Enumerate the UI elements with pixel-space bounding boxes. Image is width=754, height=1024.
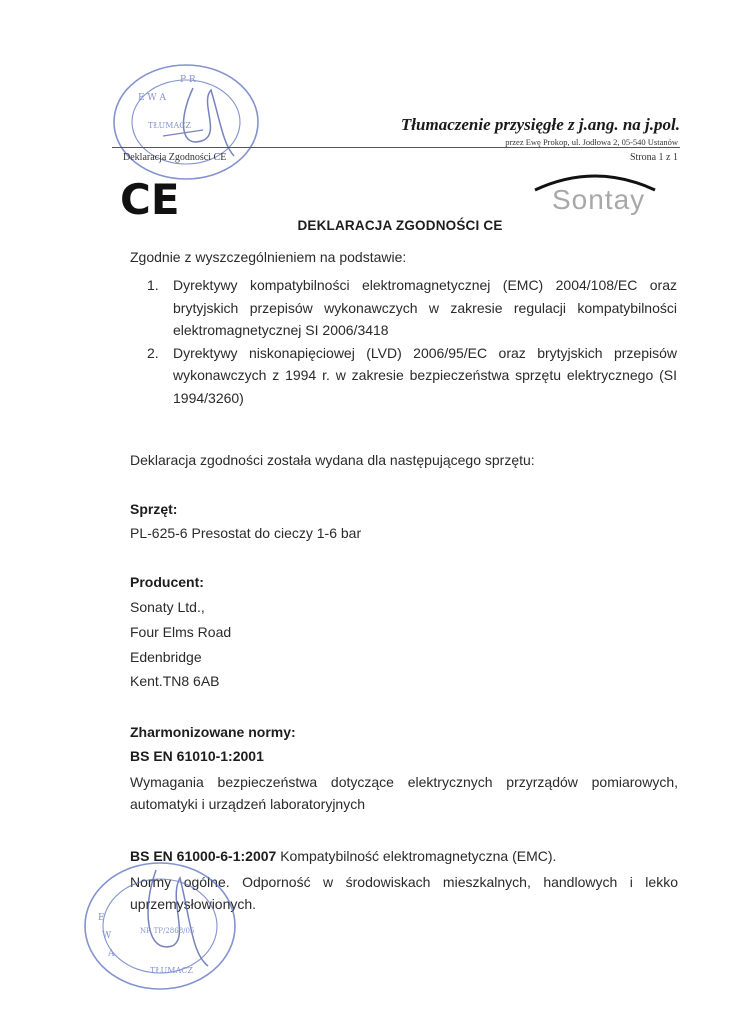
svg-text:TŁUMACZ: TŁUMACZ [148,121,191,130]
list-item-text: Dyrektywy kompatybilności elektromagnetycznej (EMC) 2004/108/EC oraz brytyjskich przepisów wykonawczych w zakresie regulacji kompatybilności elektromagnetycznej SI 2006/3418 [173,277,677,338]
equipment-value: PL-625-6 Presostat do cieczy 1-6 bar [130,525,362,541]
producer-label: Producent: [130,574,204,590]
standard1-code: BS EN 61010-1:2001 [130,748,264,764]
page-indicator: Strona 1 z 1 [629,152,678,163]
producer-line: Four Elms Road [130,624,232,640]
producer-line: Kent.TN8 6AB [130,673,220,689]
header-document-label: Deklaracja Zgodności CE [123,152,227,163]
equipment-label: Sprzęt: [130,501,178,517]
producer-line: Sonaty Ltd., [130,599,205,615]
standard2-description: Normy ogólne. Odporność w środowiskach mieszkalnych, handlowych i lekko uprzemysłowionych. [130,874,678,912]
list-item-text: Dyrektywy niskonapięciowej (LVD) 2006/95/EC oraz brytyjskich przepisów wykonawczych z 1994 r. w zakresie bezpieczeństwa sprzętu elektrycznego (SI 1994/3260) [173,344,677,406]
list-item-number: 2. [147,344,159,361]
list-item-number: 1. [147,277,159,293]
intro-text: Zgodnie z wyszczególnieniem na podstawie: [130,249,407,265]
svg-text:A: A [108,949,115,959]
svg-text:TŁUMACZ: TŁUMACZ [150,966,193,975]
directives-list [147,274,677,409]
translator-seal-bottom [80,858,240,993]
svg-text:NR TP/2868/05: NR TP/2868/05 [140,927,195,935]
svg-text:E W A: E W A [138,93,167,103]
document-title: DEKLARACJA ZGODNOŚCI CE [297,218,503,233]
ce-mark-logo [120,176,200,220]
standard2-title: Kompatybilność elektromagnetyczna (EMC). [280,848,557,864]
header-divider [112,147,680,148]
translator-address: przez Ewę Prokop, ul. Jodłowa 2, 05-540 Ustanów [505,137,678,147]
translation-title: Tłumaczenie przysięgłe z j.ang. na j.pol. [400,115,680,134]
standard1-description: Wymagania bezpieczeństwa dotyczące elektrycznych przyrządów pomiarowych, automatyki i urządzeń laboratoryjnych [130,774,678,812]
svg-text:E: E [98,913,105,923]
standard2-code: BS EN 61000-6-1:2007 [130,848,277,864]
sontay-logo-text: Sontay [552,184,646,215]
producer-line: Edenbridge [130,649,202,665]
svg-text:P R: P R [180,75,196,85]
list-item [147,274,677,342]
standards-label: Zharmonizowane normy: [130,724,296,740]
list-item [147,342,677,410]
declaration-line: Deklaracja zgodności została wydana dla następującego sprzętu: [130,452,535,468]
svg-text:W: W [102,931,112,941]
ce-mark-text: CE [120,176,180,220]
